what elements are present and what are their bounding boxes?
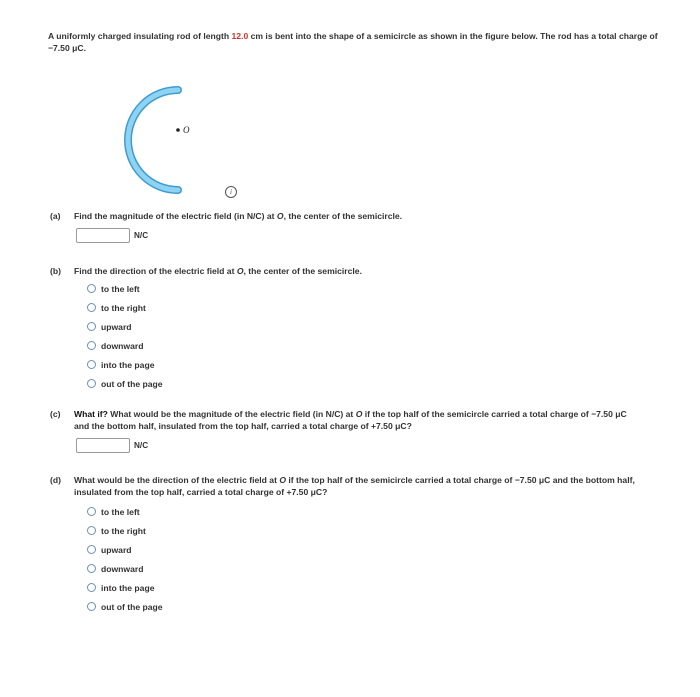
part-a-unit: N/C	[134, 231, 149, 240]
info-icon-glyph: i	[230, 188, 232, 196]
part-d-options	[87, 502, 163, 616]
radio-button[interactable]	[87, 360, 96, 369]
radio-button[interactable]	[87, 322, 96, 331]
part-b-option[interactable]	[87, 374, 163, 393]
radio-button[interactable]	[87, 526, 96, 535]
center-label: O	[183, 125, 190, 135]
part-d-option[interactable]	[87, 597, 163, 616]
part-c-unit: N/C	[134, 441, 149, 450]
part-c-answer-input[interactable]	[76, 438, 130, 453]
radio-button[interactable]	[87, 303, 96, 312]
option-label: to the right	[101, 302, 146, 313]
part-d-text-pre: What would be the direction of the electric field at	[74, 475, 280, 485]
radio-button[interactable]	[87, 507, 96, 516]
part-b-options	[87, 279, 163, 393]
part-b-symbol: O	[236, 266, 244, 276]
part-d-symbol: O	[279, 475, 287, 485]
option-label: to the right	[101, 525, 146, 536]
semicircle-figure	[110, 80, 250, 200]
part-d-option[interactable]	[87, 578, 163, 597]
radio-button[interactable]	[87, 341, 96, 350]
part-d-option[interactable]	[87, 502, 163, 521]
part-c-text-pre: What would be the magnitude of the electric field (in N/C) at	[107, 409, 356, 419]
part-d-text-post: if the top half of the semicircle carried a total charge of −7.50 μC and the bottom half, insulated from the top half, carried a total charge of +7.50 μC?	[74, 475, 635, 497]
radio-button[interactable]	[87, 583, 96, 592]
option-label: into the page	[101, 359, 155, 370]
part-a-answer-row	[76, 228, 148, 243]
part-b-option[interactable]	[87, 298, 163, 317]
charged-rod-arc	[128, 90, 178, 190]
info-icon[interactable]	[225, 186, 237, 198]
option-label: out of the page	[101, 378, 163, 389]
part-b-option[interactable]	[87, 355, 163, 374]
center-point	[176, 128, 180, 132]
part-b-text-pre: Find the direction of the electric field at	[74, 266, 237, 276]
part-b-question	[74, 265, 362, 277]
option-label: upward	[101, 321, 132, 332]
option-label: out of the page	[101, 601, 163, 612]
part-a-symbol: O	[276, 211, 284, 221]
part-a-text-pre: Find the magnitude of the electric field (in N/C) at	[74, 211, 277, 221]
part-c-whatif: What if?	[74, 409, 108, 419]
part-a-label: (a)	[50, 211, 61, 221]
option-label: to the left	[101, 506, 140, 517]
part-c-answer-row	[76, 438, 148, 453]
intro-text-before: A uniformly charged insulating rod of length	[48, 31, 232, 41]
part-c-symbol: O	[355, 409, 363, 419]
option-label: into the page	[101, 582, 155, 593]
radio-button[interactable]	[87, 284, 96, 293]
part-d-question	[74, 474, 664, 498]
semicircle-diagram	[110, 80, 250, 200]
part-b-option[interactable]	[87, 317, 163, 336]
part-c	[50, 408, 650, 432]
part-a-text-post: , the center of the semicircle.	[283, 211, 403, 221]
option-label: downward	[101, 563, 144, 574]
part-c-question	[74, 408, 644, 432]
part-a-answer-input[interactable]	[76, 228, 130, 243]
option-label: upward	[101, 544, 132, 555]
part-c-label: (c)	[50, 409, 61, 419]
part-d	[50, 474, 670, 498]
part-b-text-post: , the center of the semicircle.	[243, 266, 362, 276]
part-b-label: (b)	[50, 266, 61, 276]
part-b-option[interactable]	[87, 336, 163, 355]
part-c-text-post: if the top half of the semicircle carried a total charge of −7.50 μC and the bottom half, insulated from the top half, carried a total charge of +7.50 μC?	[74, 409, 627, 431]
option-label: downward	[101, 340, 144, 351]
radio-button[interactable]	[87, 545, 96, 554]
intro-text-after: cm is bent into the shape of a semicircle as shown in the figure below. The rod has a total charge of −7.50 μC.	[48, 31, 658, 53]
part-b	[50, 265, 362, 277]
part-b-option[interactable]	[87, 279, 163, 298]
part-a-question	[74, 210, 402, 222]
rod-length-value: 12.0	[231, 31, 249, 41]
part-a	[50, 210, 402, 222]
radio-button[interactable]	[87, 602, 96, 611]
radio-button[interactable]	[87, 564, 96, 573]
problem-statement	[48, 30, 668, 54]
option-label: to the left	[101, 283, 140, 294]
charged-rod-arc-highlight	[128, 90, 178, 190]
part-d-option[interactable]	[87, 540, 163, 559]
part-d-label: (d)	[50, 475, 61, 485]
part-d-option[interactable]	[87, 521, 163, 540]
part-d-option[interactable]	[87, 559, 163, 578]
radio-button[interactable]	[87, 379, 96, 388]
